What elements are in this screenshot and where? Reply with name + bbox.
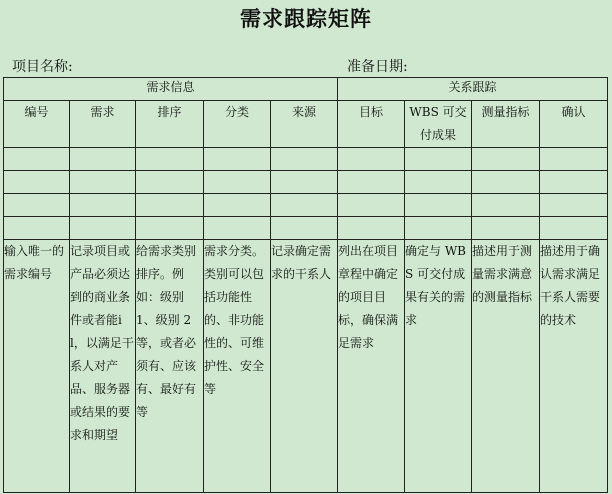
table-cell[interactable] <box>540 148 608 171</box>
table-cell[interactable] <box>136 217 204 240</box>
description-id: 输入唯一的需求编号 <box>4 240 70 493</box>
description-wbs-deliverable: 确定与 WBS 可交付成果有关的需求 <box>405 240 472 493</box>
table-cell[interactable] <box>136 148 204 171</box>
description-source: 记录确定需求的干系人 <box>271 240 338 493</box>
column-header-priority: 排序 <box>136 101 204 148</box>
description-metric: 描述用于测量需求满意的测量指标 <box>472 240 540 493</box>
table-cell[interactable] <box>204 217 271 240</box>
description-row <box>4 240 608 493</box>
column-header-validation: 确认 <box>540 101 608 148</box>
table-cell[interactable] <box>136 194 204 217</box>
table-cell[interactable] <box>338 194 405 217</box>
table-cell[interactable] <box>204 171 271 194</box>
description-requirement: 记录项目或产品必须达到的商业条件或者能il，以满足干系人对产品、服务器或结果的要求和期望 <box>70 240 136 493</box>
document-title: 需求跟踪矩阵 <box>240 7 372 31</box>
table-cell[interactable] <box>472 148 540 171</box>
column-header-metric: 测量指标 <box>472 101 540 148</box>
description-validation: 描述用于确认需求满足干系人需要的技术 <box>540 240 608 493</box>
table-cell[interactable] <box>271 171 338 194</box>
table-cell[interactable] <box>405 217 472 240</box>
table-cell[interactable] <box>204 148 271 171</box>
table-cell[interactable] <box>204 194 271 217</box>
table-cell[interactable] <box>70 148 136 171</box>
table-row <box>4 171 608 194</box>
table-cell[interactable] <box>70 171 136 194</box>
table-cell[interactable] <box>4 148 70 171</box>
group-header-requirements-info: 需求信息 <box>4 78 338 101</box>
table-row <box>4 194 608 217</box>
table-row <box>4 217 608 240</box>
column-header-objective: 目标 <box>338 101 405 148</box>
table-cell[interactable] <box>338 171 405 194</box>
column-header-source: 来源 <box>271 101 338 148</box>
column-header-category: 分类 <box>204 101 271 148</box>
table-cell[interactable] <box>338 148 405 171</box>
table-cell[interactable] <box>271 148 338 171</box>
table-cell[interactable] <box>472 171 540 194</box>
table-cell[interactable] <box>540 194 608 217</box>
table-cell[interactable] <box>338 217 405 240</box>
table-cell[interactable] <box>472 217 540 240</box>
table-cell[interactable] <box>70 194 136 217</box>
table-cell[interactable] <box>70 217 136 240</box>
table-cell[interactable] <box>271 194 338 217</box>
table-cell[interactable] <box>405 171 472 194</box>
requirements-traceability-table <box>3 77 608 493</box>
project-name-label: 项目名称: <box>12 59 73 75</box>
table-cell[interactable] <box>405 194 472 217</box>
column-header-id: 编号 <box>4 101 70 148</box>
column-header-wbs-deliverable: WBS 可交付成果 <box>405 101 472 148</box>
description-objective: 列出在项目章程中确定的项目目标，确保满足需求 <box>338 240 405 493</box>
table-cell[interactable] <box>540 217 608 240</box>
table-cell[interactable] <box>472 194 540 217</box>
description-priority: 给需求类别排序。例如：级别 1、级别 2 等，或者必须有、应该有、最好有等 <box>136 240 204 493</box>
group-header-relationship-tracking: 关系跟踪 <box>338 78 608 101</box>
table-cell[interactable] <box>136 171 204 194</box>
table-cell[interactable] <box>4 194 70 217</box>
table-cell[interactable] <box>405 148 472 171</box>
table-row <box>4 148 608 171</box>
table-cell[interactable] <box>271 217 338 240</box>
table-cell[interactable] <box>4 217 70 240</box>
prep-date-label: 准备日期: <box>347 59 408 75</box>
table-cell[interactable] <box>540 171 608 194</box>
description-category: 需求分类。类别可以包括功能性的、非功能性的、可维护性、安全等 <box>204 240 271 493</box>
column-header-requirement: 需求 <box>70 101 136 148</box>
table-cell[interactable] <box>4 171 70 194</box>
